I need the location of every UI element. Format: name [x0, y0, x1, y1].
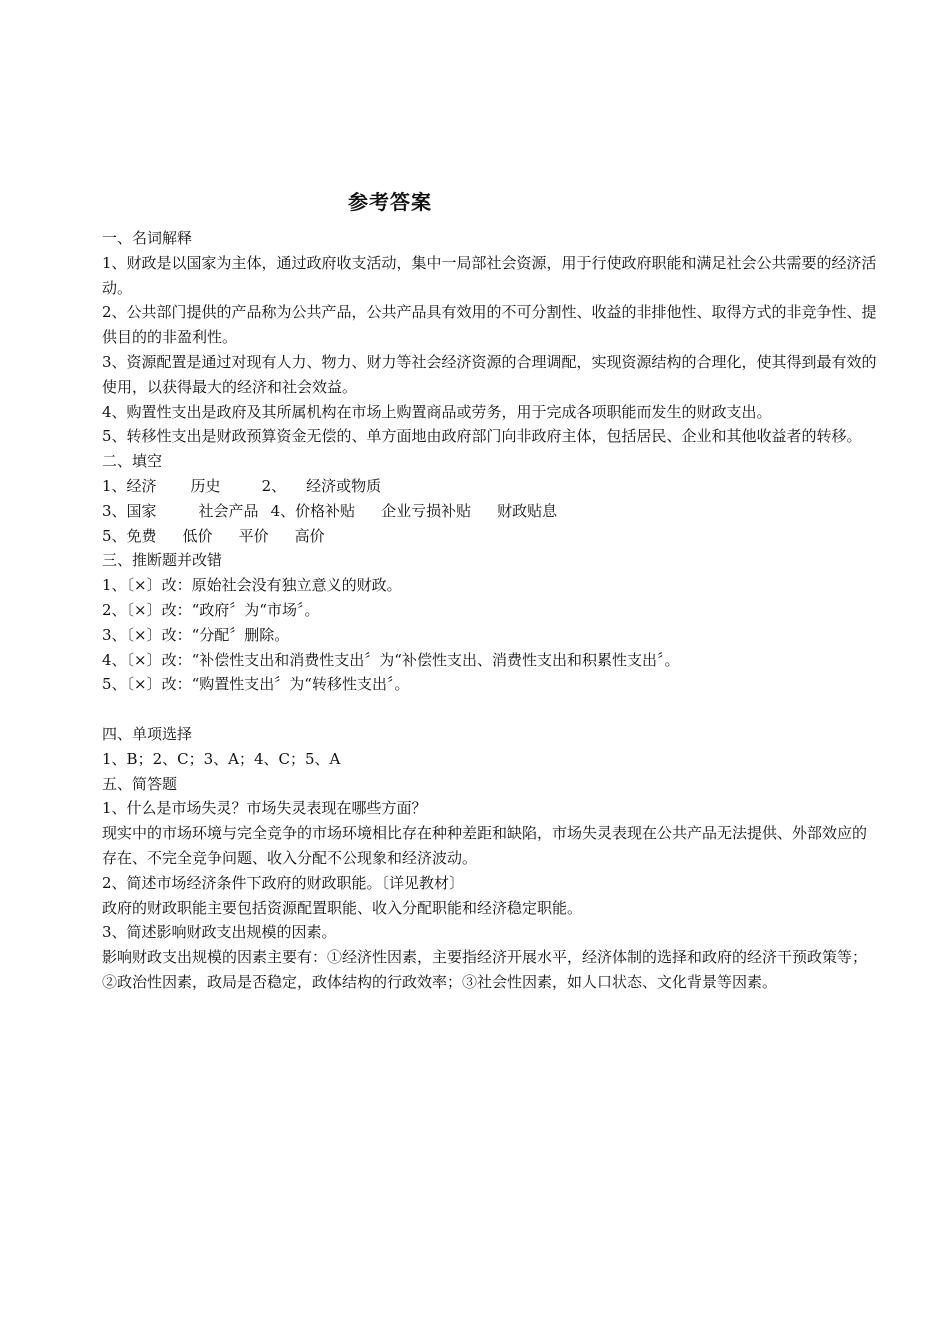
section-heading-true-false: 三、推断题并改错: [102, 551, 223, 570]
short-answer-question-1: 1、什么是市场失灵？市场失灵表现在哪些方面？: [102, 799, 427, 818]
fill-blank-row-1: [102, 474, 877, 499]
fill-blank-answer: 1、经济: [102, 476, 157, 495]
fill-blank-answer: 企业亏损补贴: [381, 501, 472, 520]
fill-blank-row-3: [102, 524, 877, 549]
fill-blank-answer: 经济或物质: [306, 476, 382, 495]
fill-blank-answer: 社会产品: [198, 501, 259, 520]
definition-4: 4、购置性支出是政府及其所属机构在市场上购置商品或劳务，用于完成各项职能而发生的财政支出。: [102, 402, 772, 421]
short-answer-answer-2: 政府的财政职能主要包括资源配置职能、收入分配职能和经济稳定职能。: [102, 898, 583, 917]
short-answer-answer-1: 现实中的市场环境与完全竞争的市场环境相比存在种种差距和缺陷，市场失灵表现在公共产品无法提供、外部效应的存在、不完全竞争问题、收入分配不公现象和经济波动。: [102, 824, 868, 867]
section-heading-fill-blank: 二、填空: [102, 452, 163, 471]
true-false-item: 4、〔×〕改：“补偿性支出和消费性支出〞为“补偿性支出、消费性支出和积累性支出〞。: [102, 650, 680, 669]
section-heading-definitions: 一、名词解释: [102, 229, 193, 247]
definition-2: 2、公共部门提供的产品称为公共产品，公共产品具有效用的不可分割性、收益的非排他性、取得方式的非竞争性、提供目的的非盈利性。: [102, 303, 877, 347]
definition-1: 1、财政是以国家为主体，通过政府收支活动，集中一局部社会资源，用于行使政府职能和满足社会公共需要的经济活动。: [102, 253, 877, 297]
fill-blank-answer: 4、价格补贴: [270, 501, 356, 520]
true-false-item: 2、〔×〕改：“政府〞为“市场〞。: [102, 600, 320, 619]
fill-blank-row-2: [102, 499, 877, 524]
fill-blank-answer: 低价: [182, 526, 213, 545]
blank-line: [102, 697, 877, 722]
section-heading-short-answer: 五、简答题: [102, 774, 178, 793]
fill-blank-answer: 高价: [294, 526, 325, 545]
fill-blank-answer: 平价: [238, 526, 269, 545]
fill-blank-answer: 5、免费: [102, 526, 157, 545]
fill-blank-answer: 财政贴息: [497, 501, 558, 520]
short-answer-answer-3: 影响财政支出规模的因素主要有：①经济性因素，主要指经济开展水平，经济体制的选择和政府的经济干预政策等；②政治性因素，政局是否稳定，政体结构的行政效率；③社会性因素，如人口状态、文化背景等因素。: [102, 948, 868, 991]
true-false-item: 1、〔×〕改：原始社会没有独立意义的财政。: [102, 576, 402, 595]
true-false-item: 3、〔×〕改：“分配〞删除。: [102, 625, 290, 644]
definition-5: 5、转移性支出是财政预算资金无偿的、单方面地由政府部门向非政府主体，包括居民、企业和其他收益者的转移。: [102, 427, 862, 446]
fill-blank-answer: 历史: [190, 476, 221, 495]
definition-3: 3、资源配置是通过对现有人力、物力、财力等社会经济资源的合理调配，实现资源结构的合理化，使其得到最有效的使用，以获得最大的经济和社会效益。: [102, 352, 877, 396]
short-answer-question-3: 3、简述影响财政支出规模的因素。: [102, 923, 337, 942]
fill-blank-answer: 2、: [261, 476, 287, 495]
fill-blank-answer: 3、国家: [102, 501, 157, 520]
multiple-choice-answers: 1、B；2、C；3、A；4、C；5、A: [102, 749, 341, 768]
document-body: [102, 226, 877, 995]
true-false-item: 5、〔×〕改：“购置性支出〞为“转移性支出〞。: [102, 675, 410, 694]
short-answer-question-2: 2、简述市场经济条件下政府的财政职能。〔详见教材〕: [102, 873, 465, 892]
document-title: 参考答案: [348, 190, 432, 214]
section-heading-multiple-choice: 四、单项选择: [102, 724, 193, 743]
